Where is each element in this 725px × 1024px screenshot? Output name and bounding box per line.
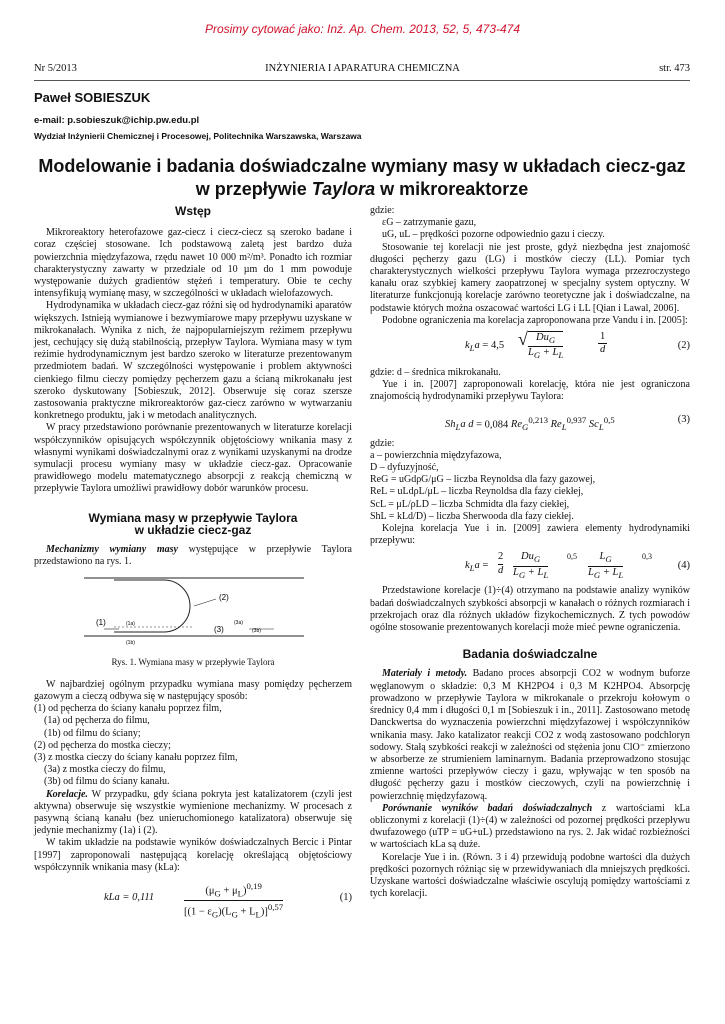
equation-3-number: (3) xyxy=(677,413,690,425)
equation-3: $Sh_La$ d = 0,084 $Re_G^{0,213}$ $Re_L^{0,937}$ $Sc_L^{0,5}$ (3) xyxy=(445,413,690,433)
paragraph xyxy=(34,544,352,568)
paragraph-text: z wartościami kLa obliczonymi z korelacji (1)÷(4) w zależności od pozornej prędkości przepływu dwufazowego (uTP = uG+uL) przedstawiono na rys. 2. Jak widać rozbieżności w wartościach kLa są duże. xyxy=(370,802,690,851)
equation-2-sqrt: √ $Du_G$ $L_G + L_L$ xyxy=(518,329,564,361)
paragraph: gdzie: xyxy=(370,437,395,449)
title-line-1: Modelowanie i badania doświadczalne wymiany masy w układach ciecz-gaz xyxy=(38,156,686,176)
definition: ShL = kLd/D) – liczba Sherwooda dla fazy ciekłej. xyxy=(370,510,574,522)
affiliation: Wydział Inżynierii Chemicznej i Procesowej, Politechnika Warszawska, Warszawa xyxy=(34,131,362,141)
run-in-heading: Mechanizmy wymiany masy xyxy=(46,544,178,556)
paragraph: Yue i in. [2007] zaproponowali korelację, która nie jest ograniczona znajomością hydrodynamiki przepływu Taylora: xyxy=(370,379,690,403)
fig-label-1b: (1b) xyxy=(126,640,135,647)
paragraph: gdzie: d – średnica mikrokanału. xyxy=(370,367,501,379)
paragraph-text: W przypadku, gdy ściana pokryta jest katalizatorem (czyli jest aktywna) obserwuje się wszystkie wymienione mechanizmy. W procesach z pasywną ścianą kanału (bez unieruchomionego katalizatora) obserwuje się jedynie mechanizmy (1a) i (2). xyxy=(34,788,352,837)
list-item: (1) od pęcherza do ściany kanału poprzez film, xyxy=(34,703,222,715)
figure-taylor-flow xyxy=(34,574,352,654)
author-name: Paweł SOBIESZUK xyxy=(34,90,151,105)
list-item: (1b) od filmu do ściany; xyxy=(34,727,141,739)
section-heading-mass-transfer: Wymiana masy w przepływie Taylora xyxy=(88,510,298,525)
fig-label-1a: (1a) xyxy=(126,621,135,628)
fig-label-2: (2) xyxy=(219,593,229,603)
section-heading-intro: Wstęp xyxy=(175,204,211,218)
paragraph: Podobne ograniczenia ma korelacja zaproponowana prze Vandu i in. [2005]: xyxy=(382,314,688,326)
list-item: (2) od pęcherza do mostka cieczy; xyxy=(34,739,171,751)
equation-2: $k_La = 4,5$ √ $Du_G$ $L_G + L_L$ 1 d (2) xyxy=(465,329,690,361)
run-in-heading: Materiały i metody. xyxy=(382,668,468,680)
figure-caption: Rys. 1. Wymiana masy w przepływie Taylora xyxy=(111,657,275,668)
arrow-2 xyxy=(194,599,216,606)
paragraph: W takim układzie na podstawie wyników doświadczalnych Bercic i Pintar [1997] zaproponowali następującą korelację określającą objętościowy współczynnik wnikania masy (kLa): xyxy=(34,837,352,873)
paragraph: W pracy przedstawiono porównanie prezentowanych w literaturze korelacji współczynników opisujących współczynnik objętościowy wnikania masy z własnymi wynikami doświadczalnymi oraz z wynikami uzyskanymi na drodze symulacji procesu wymiany masy w układzie ciecz-gaz. Opracowanie prawidłowego modelu matematycznego absorpcji z reakcją chemiczną w przepływie Taylora umożliwi prawidłowy dobór warunków procesu. xyxy=(34,422,352,495)
equation-2-number: (2) xyxy=(677,340,690,352)
fig-label-3a: (3a) xyxy=(234,620,243,627)
fig-label-3: (3) xyxy=(214,625,224,635)
list-item: (1a) od pęcherza do filmu, xyxy=(34,715,150,727)
run-in-heading: Korelacje. xyxy=(46,788,88,800)
equation-1-number: (1) xyxy=(339,891,352,903)
paragraph: W najbardziej ogólnym przypadku wymiana masy pomiędzy pęcherzem gazowym a cieczą odbywa się w następujący sposób: xyxy=(34,678,352,702)
definition: ScL = μL/ρLD – liczba Schmidta dla fazy ciekłej, xyxy=(370,498,570,510)
definition: a – powierzchnia międzyfazowa, xyxy=(370,449,502,461)
list-item: (3a) z mostka cieczy do filmu, xyxy=(34,764,166,776)
paper-title xyxy=(34,155,690,201)
title-line-2-post: w mikroreaktorze xyxy=(375,179,529,199)
definition: ReG = uGdρG/μG – liczba Reynoldsa dla fazy gazowej, xyxy=(370,474,596,486)
equation-1-lhs: kLa = 0,111 xyxy=(104,891,155,903)
paragraph: Mikroreaktory heterofazowe gaz-ciecz i ciecz-ciecz są szeroko badane i coraz częściej stosowane. Ich podstawową zaletą jest bardzo duża powierzchnia międzyfazowa, rzędu nawet 10 000 m²/m³. Ponadto ich rozmiar charakterystyczny zawarty w przedziale od 10 µm do 1 mm powoduje występowanie dużych gradientów stężeń i temperatury. Obie te cechy intensyfikują wymianę masy, w szczególności w układach wielofazowych. xyxy=(34,227,352,300)
definition: uG, uL – prędkości pozorne odpowiednio gazu i cieczy. xyxy=(382,229,605,241)
header-rule xyxy=(34,80,690,81)
definition: ReL = uLdρL/μL – liczba Reynoldsa dla fazy ciekłej, xyxy=(370,486,584,498)
symbol-definitions xyxy=(370,450,690,523)
citation-notice: Prosimy cytować jako: Inż. Ap. Chem. 2013, 52, 5, 473-474 xyxy=(204,22,521,36)
author-email: e-mail: p.sobieszuk@ichip.pw.edu.pl xyxy=(34,115,200,126)
issue-number: Nr 5/2013 xyxy=(34,63,77,74)
run-in-heading: Porównanie wyników badań doświadczalnych xyxy=(382,802,593,814)
paragraph-text: występujące w przepływie Taylora przedstawiono na rys. 1. xyxy=(34,544,352,568)
definition: D – dyfuzyjność, xyxy=(370,462,439,474)
right-column xyxy=(370,205,690,900)
paragraph: Stosowanie tej korelacji nie jest proste, gdyż niezbędna jest znajomość długości pęcherzy gazu (LG) i mostków cieczy (LL). Pomiar tych charakterystycznych wielkości przepływu Taylora wymaga przezroczystego kanału oraz szybkiej kamery zaopatrzonej w specjalny system optyczny. W literaturze funkcjonują korelacje zarówno teoretyczne jak i doświadczalne, na podstawie których można oszacować wartości LG i LL [Qian i Lawal, 2006]. xyxy=(370,241,690,314)
section-heading-experiments: Badania doświadczalne xyxy=(462,647,598,662)
paragraph xyxy=(34,789,352,838)
fig-label-3b: (3b) xyxy=(252,628,261,635)
list-item: (3) z mostka cieczy do ściany kanału poprzez film, xyxy=(34,751,238,763)
equation-4-number: (4) xyxy=(677,560,690,572)
equation-4: $k_La$ = 2 d $Du_G$ $L_G + L_L$ 0,5 $L_G$ $L_G + L_L$ 0,3 (4) xyxy=(465,551,690,580)
title-line-2-pre: w przepływie xyxy=(195,179,312,199)
equation-1 xyxy=(34,880,352,920)
journal-name: INŻYNIERIA I APARATURA CHEMICZNA xyxy=(265,63,460,74)
paragraph: Przedstawione korelacje (1)÷(4) otrzymano na podstawie analizy wyników badań doświadczalnych szybkości absorpcji w kanałach o różnych rozmiarach i przekrojach oraz dla różnych układów fizykochemicznych. Z tych powodów ogólne stosowanie prezentowanych korelacji może mieć pewne ograniczenia. xyxy=(370,585,690,634)
equation-1-fraction: $(\mu_G + \mu_L)^{0,19}$ $[(1 - \varepsilon_G)(L_G + L_L)]^{0,57}$ xyxy=(184,880,284,920)
paragraph: gdzie: xyxy=(370,205,395,216)
paragraph xyxy=(370,668,690,802)
definition: εG – zatrzymanie gazu, xyxy=(382,217,477,229)
section-heading-mass-transfer-2: w układzie ciecz-gaz xyxy=(134,522,252,537)
page-number: str. 473 xyxy=(659,63,690,74)
paragraph: Kolejna korelacja Yue i in. [2009] zawiera elementy hydrodynamiki przepływu: xyxy=(370,523,690,547)
fig-label-1: (1) xyxy=(96,618,106,628)
title-line-2 xyxy=(34,178,690,201)
title-line-2-italic: Taylora xyxy=(311,179,376,199)
paragraph xyxy=(370,803,690,852)
list-item: (3b) od filmu do ściany kanału. xyxy=(34,776,170,788)
paragraph: Hydrodynamika w układach ciecz-gaz różni się od hydrodynamiki aparatów większych. Istnieją wymianowe i bezwymiarowe mapy przepływu uzyskane w mikrokanałach. Wynika z nich, że najpopularniejszym reżimem przepływu jest, cechujący się dużą stabilnością, przepływ Taylora. Wymiana masy w tym reżimie hydrodynamicznym jest bardzo szeroko w literaturze prezentowanym przedmiotem badań. W szczególności występowanie i problem aktywności cienkiego filmu cieczy pomiędzy pęcherzem gazu a ścianą mikrokanału jest szeroko dyskutowany [Sobieszuk, 2012]. Obserwuje się coraz szersze zastosowania praktyczne mikroreaktorów gaz-ciecz zarówno w wytwarzaniu konkretnego produktu, jak i w metodach analitycznych. xyxy=(34,300,352,422)
left-column xyxy=(34,204,352,920)
paragraph: Korelacje Yue i in. (Równ. 3 i 4) przewidują podobne wartości dla dużych prędkości pozornych różniąc się w przewidywaniach dla mniejszych prędkości. Uzyskane wartości doświadczalne właściwie oscylują pomiędzy wartościami z tych korelacji. xyxy=(370,851,690,900)
paragraph-text: Badano proces absorpcji CO2 w wodnym buforze węglanowym o składzie: 0,3 M KH2PO4 i 0,3 M K2HPO4. Absorpcję prowadzono w przepływie Taylora w mikrokanale o przekroju kołowym o średnicy 0,4 mm i długości 0,1 m [Sobieszuk i in., 2011]. Zastosowano metodę Danckwertsa do wyznaczenia powierzchni międzyfazowej i współczynników wnikania masy. Jako katalizator reakcji CO2 z wodą zastosowano podchloryn sodowy. Stałą szybkości reakcji w zależności od stężenia jonu ClO⁻ zmierzono w absorberze ze strumieniem laminarnym. Badania przeprowadzono stosując zmienne wartości przepływów cieczy i gazu, wpływając w ten sposób na długość pęcherzy gazu i mostków cieczowych, czyli na powierzchnię i powierzchnię międzyfazową. xyxy=(370,668,691,802)
mechanism-list xyxy=(34,703,352,788)
